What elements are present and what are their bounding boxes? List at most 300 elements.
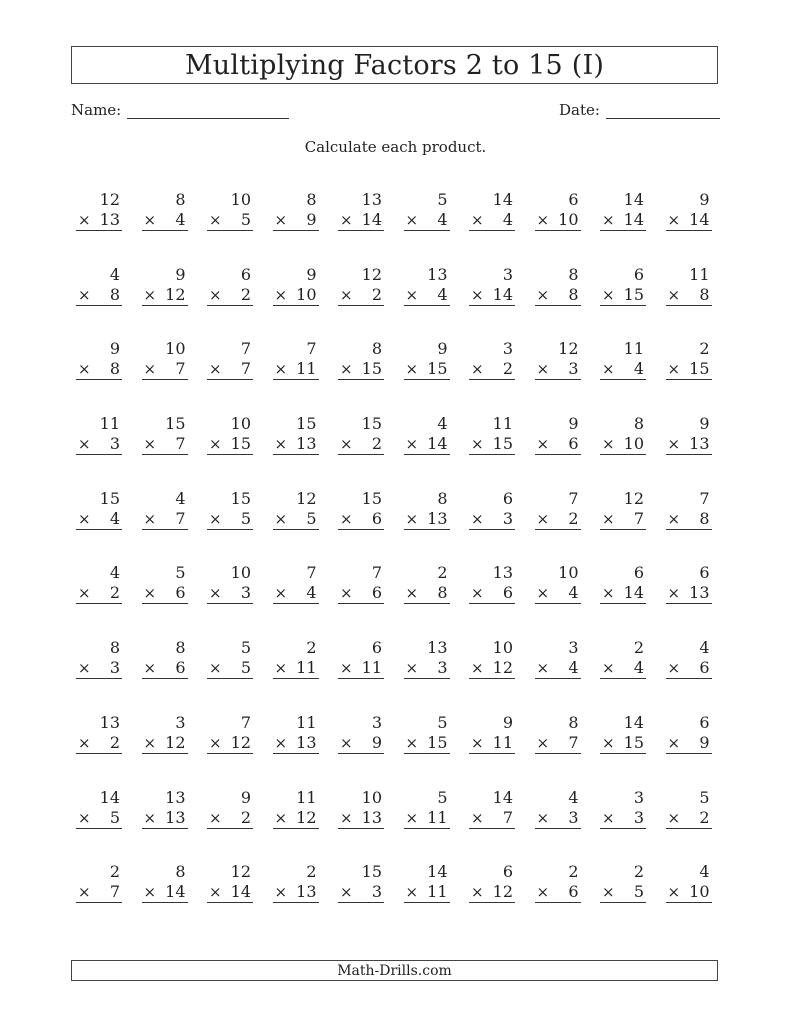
problem-factor-top: 14 (623, 190, 644, 209)
problem-bottom-line (207, 733, 253, 754)
problem (142, 862, 188, 937)
problem-factor-top: 10 (230, 190, 251, 209)
problem (404, 339, 450, 414)
multiply-sign: × (78, 285, 91, 304)
multiply-sign: × (340, 285, 353, 304)
problem-factor-bottom: 5 (240, 508, 251, 528)
problem (273, 788, 319, 863)
problem-factor-top: 15 (361, 414, 382, 434)
problem-factor-top: 4 (699, 862, 710, 882)
multiply-sign: × (602, 733, 615, 752)
multiply-sign: × (471, 435, 484, 454)
problem-factor-top: 2 (633, 862, 644, 882)
multiply-sign: × (667, 584, 681, 603)
problem-factor-top: 4 (437, 414, 448, 434)
multiply-sign: × (143, 285, 157, 304)
problem-factor-top: 5 (175, 563, 186, 583)
problem-factor-top: 8 (175, 862, 186, 882)
problem-bottom-line (207, 359, 253, 380)
problem-factor-bottom: 4 (502, 210, 513, 229)
problem (666, 563, 712, 638)
problem-factor-bottom: 13 (689, 583, 710, 603)
problem-bottom-line (666, 285, 712, 306)
problem (273, 563, 319, 638)
problem-bottom-line (142, 434, 188, 455)
problem-factor-bottom: 8 (699, 508, 710, 528)
multiply-sign: × (602, 659, 615, 678)
problem-bottom-line (142, 808, 188, 829)
problem (600, 265, 646, 340)
problem (338, 563, 384, 638)
problem-factor-bottom: 13 (99, 210, 120, 229)
problem-factor-bottom: 8 (568, 284, 579, 304)
problem (469, 713, 515, 788)
problem (600, 638, 646, 713)
multiply-sign: × (667, 211, 681, 229)
problem (469, 339, 515, 414)
multiply-sign: × (405, 509, 419, 528)
problem-factor-bottom: 6 (568, 882, 579, 902)
multiply-sign: × (340, 211, 353, 229)
problem-bottom-line (273, 583, 319, 604)
problem-factor-bottom: 12 (165, 732, 186, 752)
multiply-sign: × (143, 435, 157, 454)
multiply-sign: × (274, 285, 288, 304)
problem-bottom-line (600, 509, 646, 530)
problem (338, 190, 384, 265)
multiply-sign: × (405, 659, 419, 678)
problem-factor-bottom: 4 (109, 508, 120, 528)
problem (404, 638, 450, 713)
problem-factor-top: 9 (699, 190, 710, 209)
problem-factor-top: 8 (568, 712, 579, 732)
problem-factor-bottom: 11 (361, 658, 382, 678)
multiply-sign: × (667, 808, 681, 827)
problem-bottom-line (273, 509, 319, 530)
multiply-sign: × (536, 285, 550, 304)
problem-bottom-line (404, 808, 450, 829)
problem (76, 265, 122, 340)
problem-factor-top: 3 (371, 712, 382, 732)
problem-factor-top: 7 (240, 712, 251, 732)
problem-factor-bottom: 7 (240, 359, 251, 379)
multiply-sign: × (209, 883, 222, 902)
problem (404, 862, 450, 937)
problem-factor-top: 6 (240, 264, 251, 284)
problem (207, 339, 253, 414)
problem-factor-bottom: 15 (427, 359, 448, 379)
problem-bottom-line (273, 658, 319, 679)
problem-bottom-line (142, 285, 188, 306)
problem-factor-bottom: 5 (633, 882, 644, 902)
problem-factor-top: 4 (568, 787, 579, 807)
problem-factor-top: 14 (623, 712, 644, 732)
problem (76, 339, 122, 414)
problem-factor-top: 5 (437, 712, 448, 732)
problem-factor-top: 10 (492, 638, 513, 658)
multiply-sign: × (536, 808, 550, 827)
problem-factor-bottom: 11 (296, 658, 317, 678)
problem (469, 265, 515, 340)
problem (535, 265, 581, 340)
problem-factor-bottom: 3 (109, 434, 120, 454)
problem-factor-bottom: 13 (296, 434, 317, 454)
problem (404, 190, 450, 265)
problem-bottom-line (142, 658, 188, 679)
problem (76, 414, 122, 489)
multiply-sign: × (471, 808, 484, 827)
problem-factor-bottom: 7 (633, 508, 644, 528)
problem-factor-bottom: 11 (427, 882, 448, 902)
problem-factor-bottom: 2 (240, 284, 251, 304)
problem-bottom-line (142, 583, 188, 604)
problem-bottom-line (469, 658, 515, 679)
problem-bottom-line (535, 658, 581, 679)
problem (142, 638, 188, 713)
problem-bottom-line (207, 210, 253, 231)
problem (76, 862, 122, 937)
problem (142, 339, 188, 414)
problem-factor-bottom: 14 (165, 882, 186, 902)
problem (469, 414, 515, 489)
problem-factor-top: 9 (240, 787, 251, 807)
problem (338, 713, 384, 788)
multiply-sign: × (405, 883, 419, 902)
problem (142, 713, 188, 788)
problem-bottom-line (600, 808, 646, 829)
multiply-sign: × (602, 435, 615, 454)
multiply-sign: × (143, 509, 157, 528)
problem-factor-bottom: 7 (502, 807, 513, 827)
problem-factor-bottom: 5 (306, 508, 317, 528)
problem-bottom-line (469, 434, 515, 455)
problem-factor-bottom: 12 (296, 807, 317, 827)
multiply-sign: × (143, 360, 157, 379)
problem-bottom-line (142, 210, 188, 231)
multiply-sign: × (340, 883, 353, 902)
problem-bottom-line (338, 808, 384, 829)
problem-factor-top: 13 (492, 563, 513, 583)
problem-factor-bottom: 3 (568, 359, 579, 379)
problem-factor-top: 5 (437, 787, 448, 807)
problem-factor-bottom: 7 (175, 508, 186, 528)
problem-factor-top: 7 (240, 339, 251, 359)
problem-factor-top: 13 (361, 190, 382, 209)
problem-bottom-line (338, 434, 384, 455)
problem (469, 563, 515, 638)
problem-bottom-line (142, 733, 188, 754)
problem-bottom-line (666, 808, 712, 829)
problem (404, 414, 450, 489)
problem (535, 638, 581, 713)
problem-bottom-line (76, 808, 122, 829)
problem-bottom-line (469, 882, 515, 903)
problem (666, 414, 712, 489)
multiply-sign: × (536, 360, 550, 379)
problem-bottom-line (404, 882, 450, 903)
problem-bottom-line (469, 509, 515, 530)
problem-factor-bottom: 4 (633, 359, 644, 379)
problem-bottom-line (535, 733, 581, 754)
problem-factor-bottom: 6 (175, 658, 186, 678)
problem (338, 339, 384, 414)
multiply-sign: × (78, 733, 91, 752)
problem (76, 489, 122, 564)
problem-factor-bottom: 15 (623, 284, 644, 304)
problem-bottom-line (338, 583, 384, 604)
problem-factor-bottom: 8 (699, 284, 710, 304)
problem (207, 489, 253, 564)
multiply-sign: × (536, 509, 550, 528)
problem-factor-bottom: 2 (240, 807, 251, 827)
multiply-sign: × (209, 509, 222, 528)
problem-factor-bottom: 10 (558, 210, 579, 229)
problem-bottom-line (469, 583, 515, 604)
problem-bottom-line (535, 808, 581, 829)
problem-bottom-line (600, 210, 646, 231)
problem-factor-bottom: 11 (492, 732, 513, 752)
multiply-sign: × (78, 360, 91, 379)
problem-bottom-line (535, 583, 581, 604)
multiply-sign: × (274, 509, 288, 528)
problem-factor-top: 8 (175, 638, 186, 658)
problem-factor-top: 13 (99, 712, 120, 732)
problem-factor-bottom: 3 (371, 882, 382, 902)
problem-factor-top: 8 (568, 264, 579, 284)
problem-bottom-line (142, 882, 188, 903)
problem-factor-top: 2 (437, 563, 448, 583)
problem-factor-top: 3 (502, 339, 513, 359)
problem-factor-top: 14 (492, 190, 513, 209)
multiply-sign: × (78, 883, 91, 902)
multiply-sign: × (274, 808, 288, 827)
problem-factor-bottom: 2 (371, 434, 382, 454)
problem-factor-top: 15 (361, 488, 382, 508)
problem (273, 265, 319, 340)
problem-bottom-line (338, 285, 384, 306)
problem-factor-top: 11 (492, 414, 513, 434)
multiply-sign: × (471, 211, 484, 229)
problem-factor-top: 12 (623, 488, 644, 508)
problem-bottom-line (600, 359, 646, 380)
problem-factor-bottom: 14 (623, 583, 644, 603)
problem (469, 638, 515, 713)
problem-factor-top: 12 (230, 862, 251, 882)
problem (600, 414, 646, 489)
problem-factor-top: 10 (558, 563, 579, 583)
problem (338, 414, 384, 489)
problem-factor-top: 11 (296, 787, 317, 807)
multiply-sign: × (471, 883, 484, 902)
problem-factor-top: 10 (230, 563, 251, 583)
instructions: Calculate each product. (304, 138, 487, 156)
multiply-sign: × (667, 509, 681, 528)
multiply-sign: × (471, 285, 484, 304)
problem (207, 563, 253, 638)
date-field (559, 100, 720, 119)
problem-factor-bottom: 4 (568, 583, 579, 603)
multiply-sign: × (78, 509, 91, 528)
problem-factor-top: 8 (306, 190, 317, 209)
problem (404, 713, 450, 788)
problem-bottom-line (404, 733, 450, 754)
problem-factor-bottom: 8 (109, 284, 120, 304)
multiply-sign: × (274, 211, 288, 229)
problem (535, 862, 581, 937)
problem (207, 788, 253, 863)
multiply-sign: × (143, 733, 157, 752)
problem-bottom-line (76, 733, 122, 754)
problem (76, 638, 122, 713)
problem (142, 414, 188, 489)
problem (535, 563, 581, 638)
problem-factor-bottom: 3 (633, 807, 644, 827)
problem-factor-bottom: 8 (437, 583, 448, 603)
problem-factor-bottom: 13 (361, 807, 382, 827)
multiply-sign: × (78, 659, 91, 678)
problem-factor-top: 6 (568, 190, 579, 209)
multiply-sign: × (602, 883, 615, 902)
problem-factor-bottom: 9 (699, 732, 710, 752)
problem (666, 265, 712, 340)
multiply-sign: × (536, 435, 550, 454)
problem-bottom-line (142, 359, 188, 380)
multiply-sign: × (536, 211, 550, 229)
problem-factor-top: 4 (699, 638, 710, 658)
multiply-sign: × (143, 808, 157, 827)
problem-bottom-line (76, 509, 122, 530)
problem-bottom-line (600, 434, 646, 455)
multiply-sign: × (78, 211, 91, 229)
multiply-sign: × (602, 584, 615, 603)
multiply-sign: × (340, 435, 353, 454)
problem-factor-top: 4 (109, 563, 120, 583)
problem-factor-bottom: 4 (437, 210, 448, 229)
problem (600, 788, 646, 863)
problem (338, 788, 384, 863)
problem-factor-top: 8 (633, 414, 644, 434)
problem (76, 788, 122, 863)
problem-factor-bottom: 2 (568, 508, 579, 528)
multiply-sign: × (405, 285, 419, 304)
problem-factor-top: 7 (306, 339, 317, 359)
problem-bottom-line (469, 733, 515, 754)
problem-factor-bottom: 9 (371, 732, 382, 752)
problem-factor-top: 7 (568, 488, 579, 508)
problem-factor-bottom: 6 (568, 434, 579, 454)
problem-factor-top: 3 (568, 638, 579, 658)
problem-factor-top: 4 (109, 264, 120, 284)
problem-factor-top: 8 (175, 190, 186, 209)
problem (666, 713, 712, 788)
problem-bottom-line (600, 733, 646, 754)
multiply-sign: × (274, 659, 288, 678)
worksheet-title: Multiplying Factors 2 to 15 (I) (71, 46, 718, 84)
problem-bottom-line (273, 882, 319, 903)
problem (338, 862, 384, 937)
problem-factor-top: 14 (99, 787, 120, 807)
problem-factor-bottom: 5 (240, 210, 251, 229)
multiply-sign: × (536, 659, 550, 678)
multiply-sign: × (209, 733, 222, 752)
problem-factor-bottom: 15 (361, 359, 382, 379)
problem-factor-top: 6 (371, 638, 382, 658)
problem-factor-top: 7 (371, 563, 382, 583)
multiply-sign: × (209, 435, 222, 454)
problem-bottom-line (338, 509, 384, 530)
multiply-sign: × (405, 808, 419, 827)
multiply-sign: × (340, 584, 353, 603)
problem-factor-bottom: 10 (623, 434, 644, 454)
problem-factor-bottom: 7 (175, 434, 186, 454)
problem (404, 563, 450, 638)
problem-factor-top: 10 (165, 339, 186, 359)
multiply-sign: × (274, 435, 288, 454)
problem (404, 265, 450, 340)
problem-factor-bottom: 13 (427, 508, 448, 528)
problem-factor-top: 12 (558, 339, 579, 359)
problem-factor-top: 3 (175, 712, 186, 732)
problem-factor-bottom: 12 (165, 284, 186, 304)
problem-bottom-line (76, 359, 122, 380)
problem-factor-bottom: 15 (623, 732, 644, 752)
multiply-sign: × (78, 584, 91, 603)
problem-factor-bottom: 3 (109, 658, 120, 678)
problem-factor-bottom: 14 (689, 210, 710, 229)
name-blank-line (127, 100, 289, 119)
problem-factor-top: 6 (502, 862, 513, 882)
problem-factor-top: 2 (699, 339, 710, 359)
problem (338, 638, 384, 713)
problem-factor-bottom: 2 (371, 284, 382, 304)
problem-bottom-line (207, 434, 253, 455)
problem-factor-top: 2 (306, 862, 317, 882)
problem-factor-top: 11 (689, 264, 710, 284)
problem (76, 563, 122, 638)
problem-bottom-line (600, 658, 646, 679)
problem-factor-bottom: 12 (492, 882, 513, 902)
multiply-sign: × (667, 659, 681, 678)
problem-factor-bottom: 7 (175, 359, 186, 379)
problem-factor-bottom: 4 (306, 583, 317, 603)
problem (666, 489, 712, 564)
problem-bottom-line (207, 509, 253, 530)
problem-factor-top: 15 (165, 414, 186, 434)
problem (273, 489, 319, 564)
problem-factor-top: 8 (109, 638, 120, 658)
multiply-sign: × (209, 659, 222, 678)
problem (404, 788, 450, 863)
multiply-sign: × (602, 808, 615, 827)
problem-factor-bottom: 13 (296, 732, 317, 752)
problem-factor-top: 15 (99, 488, 120, 508)
problem-factor-top: 3 (502, 264, 513, 284)
problem (273, 190, 319, 265)
problem-factor-top: 6 (699, 563, 710, 583)
problem-factor-top: 11 (99, 414, 120, 434)
problem-bottom-line (338, 359, 384, 380)
problem-factor-bottom: 13 (296, 882, 317, 902)
problem-bottom-line (535, 359, 581, 380)
problem (535, 713, 581, 788)
problem (207, 265, 253, 340)
problem (600, 563, 646, 638)
problem-bottom-line (666, 210, 712, 231)
problem-factor-bottom: 3 (240, 583, 251, 603)
problem-bottom-line (273, 808, 319, 829)
problem (338, 265, 384, 340)
problem-bottom-line (535, 434, 581, 455)
